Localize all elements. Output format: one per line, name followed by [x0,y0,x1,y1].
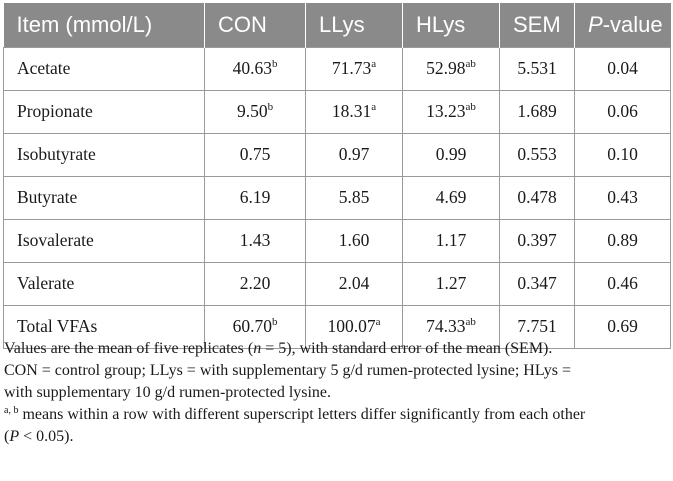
footnote-abbreviations: CON = control group; LLys = with supplementary 5 g/d rumen-protected lysine; HLys = [4,362,571,379]
cell-value: 6.19 [239,187,271,207]
footnote-text: = 5), with standard error of the mean (SEM). [261,340,553,357]
cell-value: 52.98 [426,58,466,78]
cell-item: Propionate [4,90,205,133]
cell-value: 1.17 [435,230,467,250]
footnote-abbreviations-cont: with supplementary 10 g/d rumen-protected lysine. [4,384,332,401]
header-con: CON [205,3,306,47]
cell-p [575,47,671,90]
cell-superscript: b [271,316,278,328]
vfa-table [3,3,671,349]
cell-p [575,219,671,262]
cell-llys [306,47,403,90]
cell-item: Butyrate [4,176,205,219]
table-body [4,47,671,348]
cell-con [205,47,306,90]
cell-value: 0.69 [607,316,638,336]
cell-sem [500,133,575,176]
cell-superscript: a [371,58,377,70]
cell-value: 40.63 [232,58,272,78]
cell-hlys [403,262,500,305]
cell-llys [306,90,403,133]
table-footnotes [4,338,668,448]
cell-value: 7.751 [517,316,557,336]
cell-item: Isovalerate [4,219,205,262]
cell-con [205,262,306,305]
cell-llys [306,133,403,176]
cell-hlys [403,133,500,176]
cell-hlys [403,219,500,262]
cell-value: 100.07 [327,316,376,336]
cell-value: 0.10 [607,144,638,164]
cell-value: 0.97 [338,144,370,164]
footnote-p-symbol: P [9,428,20,445]
cell-value: 18.31 [331,101,372,121]
table-row [4,90,671,133]
cell-sem [500,262,575,305]
header-hlys: HLys [403,3,500,47]
cell-sem [500,90,575,133]
cell-p [575,262,671,305]
cell-sem [500,47,575,90]
cell-value: 5.531 [517,58,557,78]
cell-llys [306,262,403,305]
cell-p [575,90,671,133]
cell-superscript: b [271,58,278,70]
table-header-row [4,3,671,47]
table-row [4,47,671,90]
header-sem: SEM [500,3,575,47]
cell-value: 1.60 [338,230,370,250]
table-row [4,176,671,219]
table-row [4,219,671,262]
cell-con [205,90,306,133]
cell-value: 0.04 [607,58,638,78]
cell-con [205,176,306,219]
cell-value: 0.06 [607,101,638,121]
footnote-text: < 0.05). [19,428,74,445]
cell-superscript: a [371,101,377,113]
cell-con [205,133,306,176]
cell-llys [306,219,403,262]
footnote-text: means within a row with different superscript letters differ significantly from each other [18,406,586,423]
cell-value: 60.70 [232,316,272,336]
cell-sem [500,176,575,219]
cell-value: 1.43 [239,230,271,250]
cell-value: 9.50 [236,101,268,121]
cell-hlys [403,47,500,90]
table-row [4,262,671,305]
cell-sem [500,219,575,262]
header-p-letter: P [588,11,603,37]
cell-value: 0.478 [517,187,557,207]
cell-item: Total VFAs [4,305,205,348]
cell-superscript: ab [465,101,476,113]
footnote-n-symbol: n [253,340,262,357]
cell-hlys [403,90,500,133]
cell-value: 2.20 [239,273,271,293]
footnote-values [4,338,668,360]
cell-p [575,176,671,219]
cell-item: Acetate [4,47,205,90]
header-p-suffix: -value [602,11,663,37]
cell-value: 13.23 [426,101,466,121]
cell-value: 0.347 [517,273,557,293]
cell-superscript: b [267,101,274,113]
cell-value: 0.397 [517,230,557,250]
cell-value: 71.73 [331,58,372,78]
footnote-sup-letters: a, b [4,405,19,416]
footnote-text: ( [4,428,10,445]
cell-value: 74.33 [426,316,466,336]
cell-value: 2.04 [338,273,370,293]
header-pvalue [575,3,671,47]
cell-value: 0.46 [607,273,638,293]
cell-superscript: ab [465,316,476,328]
cell-value: 0.99 [435,144,467,164]
cell-value: 0.89 [607,230,638,250]
cell-hlys [403,176,500,219]
cell-value: 5.85 [338,187,370,207]
cell-superscript: ab [465,58,476,70]
cell-value: 0.553 [517,144,557,164]
footnote-text: Values are the mean of five replicates ( [4,340,254,357]
cell-con [205,219,306,262]
cell-p [575,133,671,176]
cell-item: Valerate [4,262,205,305]
footnote-superscripts [4,404,668,426]
header-item: Item (mmol/L) [4,3,205,47]
table-row [4,133,671,176]
cell-value: 0.43 [607,187,638,207]
cell-value: 4.69 [435,187,467,207]
cell-llys [306,176,403,219]
cell-item: Isobutyrate [4,133,205,176]
footnote-significance [4,426,668,448]
cell-value: 0.75 [239,144,271,164]
cell-value: 1.689 [517,101,557,121]
cell-superscript: a [375,316,381,328]
cell-value: 1.27 [435,273,467,293]
header-llys: LLys [306,3,403,47]
